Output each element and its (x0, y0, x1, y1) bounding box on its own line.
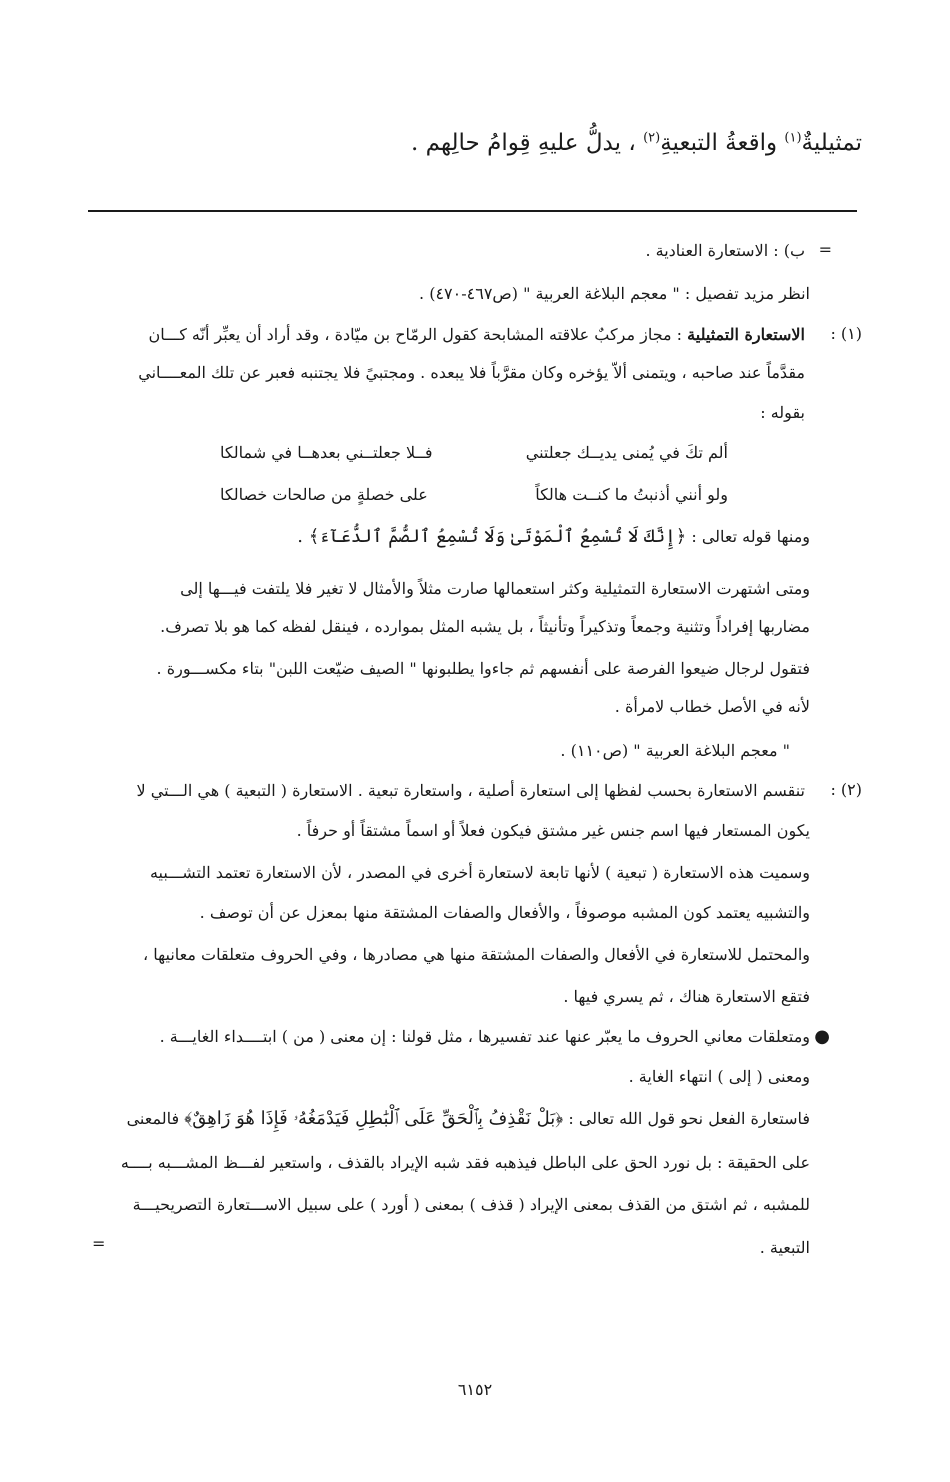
note2-quran-after: فالمعنى (126, 1109, 185, 1128)
footnote-ref-2[interactable]: (٢) (643, 130, 661, 146)
note1-line1 (88, 324, 805, 346)
note2-line6: فتقع الاستعارة هناك ، ثم يسري فيها . (563, 987, 810, 1006)
note2-line1: تنقسم الاستعارة بحسب لفظها إلى استعارة أصلية ، واستعارة تبعية . الاستعارة ( التبعية ) هي الـــتي لا (136, 781, 805, 800)
note1-line4: ومتى اشتهرت الاستعارة التمثيلية وكثر استعمالها صارت مثلاً والأمثال لا تغير فلا يلتفت فيـــها إلى (180, 579, 810, 598)
note1-line7: لأنه في الأصل خطاب لامرأة . (614, 697, 810, 716)
bullet-icon: ● (814, 1026, 830, 1047)
prev-note-line1: ب) : الاستعارة العنادية . (645, 241, 805, 260)
note1-source: " معجم البلاغة العربية " (ص١١٠) . (560, 741, 790, 760)
note2-quran-verse: ﴿بَلْ نَقْذِفُ بِٱلْحَقِّ عَلَى ٱلْبَٰطِلِ فَيَدْمَغُهُۥ فَإِذَا هُوَ زَاهِقٌ﴾ (184, 1108, 564, 1129)
note1-line3: بقوله : (760, 403, 805, 422)
note2-line7: على الحقيقة : بل نورد الحق على الباطل فيذهبه فقد شبه الإيراد بالقذف ، واستعير لفـــظ المشـــبه بــــه (120, 1153, 810, 1172)
note2-quran-line (88, 1108, 810, 1130)
note1-marker: (١) : (830, 324, 862, 343)
note2-bullet-line2: ومعنى ( إلى ) انتهاء الغاية . (628, 1067, 810, 1086)
footnote-separator (88, 210, 857, 212)
note1-quran-verse: ﴿إِنَّكَ لَا تُسْمِعُ ٱلْمَوْتَىٰ وَلَا تُسْمِعُ ٱلصُّمَّ ٱلدُّعَآءَ﴾ . (297, 526, 687, 547)
note2-line4: والتشبيه يعتمد كون المشبه موصوفاً ، والأفعال والصفات المشتقة منها بمعزل عن أن توصف . (199, 903, 810, 922)
note1-line6: فتقول لرجال ضيعوا الفرصة على أنفسهم ثم جاءوا يطلبونها " الصيف ضيّعت اللبن" بتاء مكســـورة . (156, 659, 810, 678)
note2-line2: يكون المستعار فيها اسم جنس غير مشتق فيكون فعلاً أو اسماً مشتقاً أو حرفاً . (296, 821, 810, 840)
note2-bullet-line1: ومتعلقات معاني الحروف ما يعبّر عنها عند تفسيرها ، مثل قولنا : إن معنى ( من ) ابتــــداء الغايـــة . (159, 1027, 810, 1046)
note1-line2: مقدَّماً عند صاحبه ، ويتمنى ألاّ يؤخره وكان مقرَّباً فلا يبعده . ومجتبيً فلا يجتنبه فعبر عن تلك المعــــاني (138, 363, 805, 382)
note2-line5: والمحتمل للاستعارة في الأفعال والصفات المشتقة منها هي مصادرها ، وفي الحروف متعلقات معانيها ، (143, 945, 810, 964)
main-text-part1: تمثيليةٌ (801, 130, 862, 156)
note2-quran-intro: فاستعارة الفعل نحو قول الله تعالى : (568, 1109, 810, 1128)
note1-line5: مضاربها إفراداً وتثنية وجمعاً وتذكيراً وتأنيثاً ، بل يشبه المثل بموارده ، فينقل لفظه كما هو بلا تصرف. (160, 617, 810, 636)
main-text-part3: ، يدلُّ عليهِ قِوامُ حالِهم . (411, 130, 644, 156)
note1-term: الاستعارة التمثيلية (687, 325, 805, 344)
note2-line8: للمشبه ، ثم اشتق من القذف بمعنى الإيراد ( قذف ) بمعنى ( أورد ) على سبيل الاســـتعارة التصريحيـــة (132, 1195, 810, 1214)
note2-marker: (٢) : (830, 780, 862, 799)
prev-note-line2: انظر مزيد تفصيل : " معجم البلاغة العربية " (ص٤٦٧-٤٧٠) . (419, 284, 810, 303)
continuation-marker-top: = (818, 240, 832, 259)
main-text-line (411, 130, 862, 156)
note1-quran-line (88, 526, 810, 548)
verse1-second-hemistich: فــلا جعلتــني بعدهــا في شمالكا (220, 443, 433, 462)
verse2-first-hemistich: ولو أنني أذنبتُ ما كنــت هالكاً (535, 485, 728, 504)
note1-quran-intro: ومنها قوله تعالى : (691, 527, 810, 546)
note2-line9: التبعية . (759, 1238, 810, 1257)
note2-line3: وسميت هذه الاستعارة ( تبعية ) لأنها تابعة لاستعارة أخرى في المصدر ، لأن الاستعارة تعتمد التشـــبيه (149, 863, 810, 882)
footnote-ref-1[interactable]: (١) (784, 130, 802, 146)
continuation-marker-bottom: = (92, 1234, 106, 1253)
verse1-first-hemistich: ألم تكَ في يُمنى يديــك جعلتني (525, 443, 728, 462)
verse2-second-hemistich: على خصلةٍ من صالحات خصالكا (220, 485, 428, 504)
page-number: ٦١٥٢ (457, 1380, 493, 1399)
note1-line1-text: : مجاز مركبٌ علاقته المشابحة كقول الرمّاح بن ميّادة ، وقد أراد أن يعبِّر أنّه كـــان (148, 325, 688, 344)
main-text-part2: واقعةُ التبعيةِ (660, 130, 785, 156)
